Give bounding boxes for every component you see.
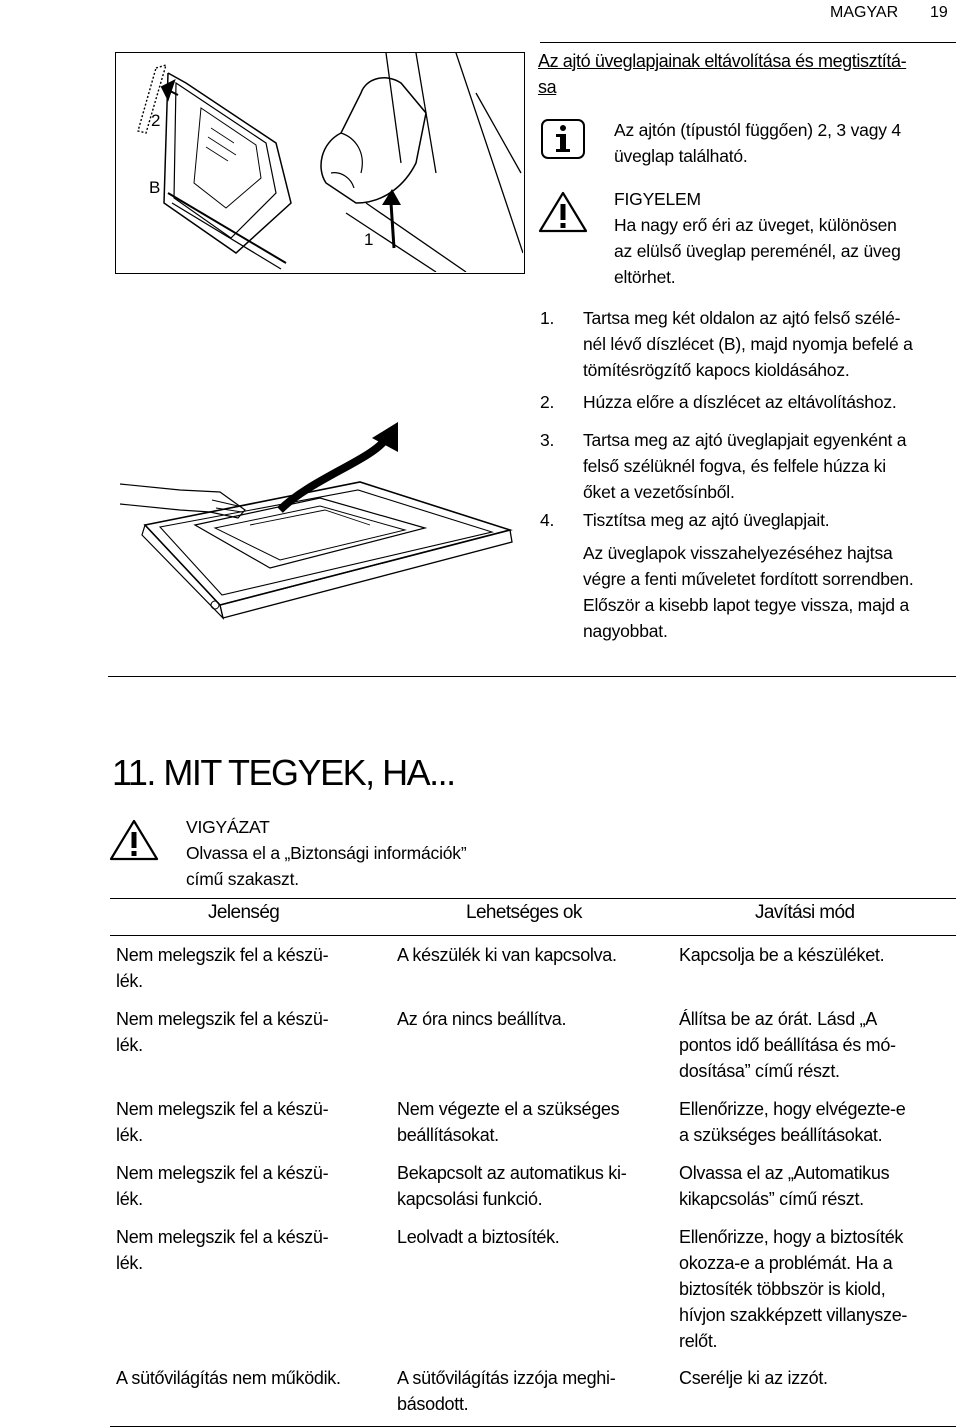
step-number: 2.	[540, 392, 555, 412]
step-line: Tartsa meg az ajtó üveglapjait egyenként a	[583, 430, 907, 450]
table-cell-cause	[397, 942, 667, 968]
cell-line: Cserélje ki az izzót.	[679, 1368, 828, 1388]
table-cell-cause	[397, 1160, 667, 1212]
section-11-title: 11. MIT TEGYEK, HA...	[112, 752, 455, 793]
cell-line: A készülék ki van kapcsolva.	[397, 945, 617, 965]
table-cell-cause	[397, 1224, 667, 1250]
caution-line1: Olvassa el a „Biztonsági információk”	[186, 843, 467, 863]
cell-line: Nem melegszik fel a készü-	[116, 1163, 329, 1183]
door-trim-figure	[115, 52, 525, 274]
table-cell-cause	[397, 1006, 667, 1032]
glass-panel-figure	[120, 420, 520, 640]
table-cell-solution	[679, 1096, 941, 1148]
cell-line: Nem melegszik fel a készü-	[116, 1009, 329, 1029]
step-line: felső szélüknél fogva, és felfele húzza ki	[583, 456, 886, 476]
callout-1: 1	[364, 230, 374, 249]
table-header-solution: Javítási mód	[755, 902, 855, 923]
cell-line: lék.	[116, 1189, 143, 1209]
caution-heading: VIGYÁZAT	[186, 817, 270, 837]
warning-line1: Ha nagy erő éri az üveget, különösen	[614, 215, 897, 235]
step-2	[540, 389, 950, 415]
step-number: 4.	[540, 510, 555, 530]
cell-line: lék.	[116, 1253, 143, 1273]
glass-removal-title	[538, 48, 948, 100]
reinstall-line: végre a fenti műveletet fordított sorrendben.	[583, 569, 914, 589]
cell-line: pontos idő beállítása és mó-	[679, 1035, 896, 1055]
cell-line: lék.	[116, 1125, 143, 1145]
table-cell-solution	[679, 1006, 941, 1084]
callout-b: B	[149, 178, 161, 197]
reinstall-line: Az üveglapok visszahelyezéséhez hajtsa	[583, 543, 893, 563]
cell-line: Nem melegszik fel a készü-	[116, 945, 329, 965]
cell-line: Az óra nincs beállítva.	[397, 1009, 567, 1029]
reinstall-paragraph	[583, 540, 955, 644]
cell-line: Állítsa be az órát. Lásd „A	[679, 1009, 878, 1029]
table-cell-symptom	[116, 1160, 386, 1212]
cell-line: Ellenőrizze, hogy elvégezte-e	[679, 1099, 906, 1119]
step-number: 3.	[540, 430, 555, 450]
cell-line: Nem melegszik fel a készü-	[116, 1099, 329, 1119]
cell-line: kikapcsolás” című részt.	[679, 1189, 864, 1209]
info-note	[614, 117, 954, 169]
table-cell-cause	[397, 1096, 667, 1148]
table-cell-symptom	[116, 1006, 386, 1058]
cell-line: biztosíték többször is kiold,	[679, 1279, 886, 1299]
step-number: 1.	[540, 308, 555, 328]
callout-2: 2	[151, 111, 161, 130]
table-cell-solution	[679, 942, 941, 968]
table-header-cause: Lehetséges ok	[466, 902, 582, 923]
caution-line2: című szakaszt.	[186, 869, 299, 889]
step-line: Húzza előre a díszlécet az eltávolításhoz.	[583, 392, 897, 412]
door-trim-illustration	[116, 53, 523, 272]
cell-line: kapcsolási funkció.	[397, 1189, 543, 1209]
table-cell-solution	[679, 1224, 941, 1354]
step-line: őket a vezetősínből.	[583, 482, 735, 502]
page-number: 19	[930, 4, 948, 21]
cell-line: Olvassa el az „Automatikus	[679, 1163, 890, 1183]
table-cell-symptom	[116, 1365, 386, 1391]
cell-line: Bekapcsolt az automatikus ki-	[397, 1163, 627, 1183]
glass-removal-title-line2: sa	[538, 77, 557, 97]
step-line: nél lévő díszlécet (B), majd nyomja befelé a	[583, 334, 913, 354]
cell-line: a szükséges beállításokat.	[679, 1125, 883, 1145]
step-line: Tartsa meg két oldalon az ajtó felső szélé-	[583, 308, 901, 328]
table-header-rule	[110, 935, 956, 936]
info-note-line2: üveglap található.	[614, 146, 748, 166]
cell-line: lék.	[116, 971, 143, 991]
glass-removal-title-line1: Az ajtó üveglapjainak eltávolítása és megtisztítá-	[538, 51, 907, 71]
reinstall-line: nagyobbat.	[583, 621, 668, 641]
step-line: Tisztítsa meg az ajtó üveglapjait.	[583, 510, 830, 530]
table-header-symptom: Jelenség	[208, 902, 280, 923]
header-language: MAGYAR	[830, 4, 899, 21]
step-1	[540, 305, 950, 383]
warning-icon	[537, 190, 591, 238]
warning-line2: az elülső üveglap pereménél, az üveg	[614, 241, 901, 261]
table-cell-cause	[397, 1365, 667, 1417]
cell-line: hívjon szakképzett villanysze-	[679, 1305, 908, 1325]
info-icon	[540, 118, 594, 166]
step-4	[540, 507, 950, 533]
cell-line: básodott.	[397, 1394, 469, 1414]
step-line: tömítésrögzítő kapocs kioldásához.	[583, 360, 850, 380]
cell-line: Leolvadt a biztosíték.	[397, 1227, 560, 1247]
glass-panel-illustration	[120, 420, 520, 640]
cell-line: Nem melegszik fel a készü-	[116, 1227, 329, 1247]
reinstall-line: Először a kisebb lapot tegye vissza, majd a	[583, 595, 910, 615]
table-cell-symptom	[116, 1096, 386, 1148]
cell-line: relőt.	[679, 1331, 718, 1351]
table-cell-solution	[679, 1365, 941, 1391]
cell-line: Kapcsolja be a készüléket.	[679, 945, 885, 965]
table-cell-symptom	[116, 1224, 386, 1276]
cell-line: Nem végezte el a szükséges	[397, 1099, 620, 1119]
cell-line: dosítása” című részt.	[679, 1061, 840, 1081]
step-3	[540, 427, 950, 505]
cell-line: okozza-e a problémát. Ha a	[679, 1253, 893, 1273]
cell-line: lék.	[116, 1035, 143, 1055]
info-note-line1: Az ajtón (típustól függően) 2, 3 vagy 4	[614, 120, 901, 140]
cell-line: beállításokat.	[397, 1125, 499, 1145]
section-divider	[108, 676, 956, 677]
table-cell-solution	[679, 1160, 941, 1212]
header-rule	[540, 42, 956, 43]
cell-line: A sütővilágítás nem működik.	[116, 1368, 341, 1388]
cell-line: A sütővilágítás izzója meghi-	[397, 1368, 616, 1388]
table-cell-symptom	[116, 942, 386, 994]
warning-heading: FIGYELEM	[614, 189, 701, 209]
caution-note	[186, 814, 526, 892]
cell-line: Ellenőrizze, hogy a biztosíték	[679, 1227, 904, 1247]
warning-note	[614, 186, 954, 290]
table-top-rule	[110, 898, 956, 899]
caution-icon	[108, 818, 162, 866]
warning-line3: eltörhet.	[614, 267, 676, 287]
